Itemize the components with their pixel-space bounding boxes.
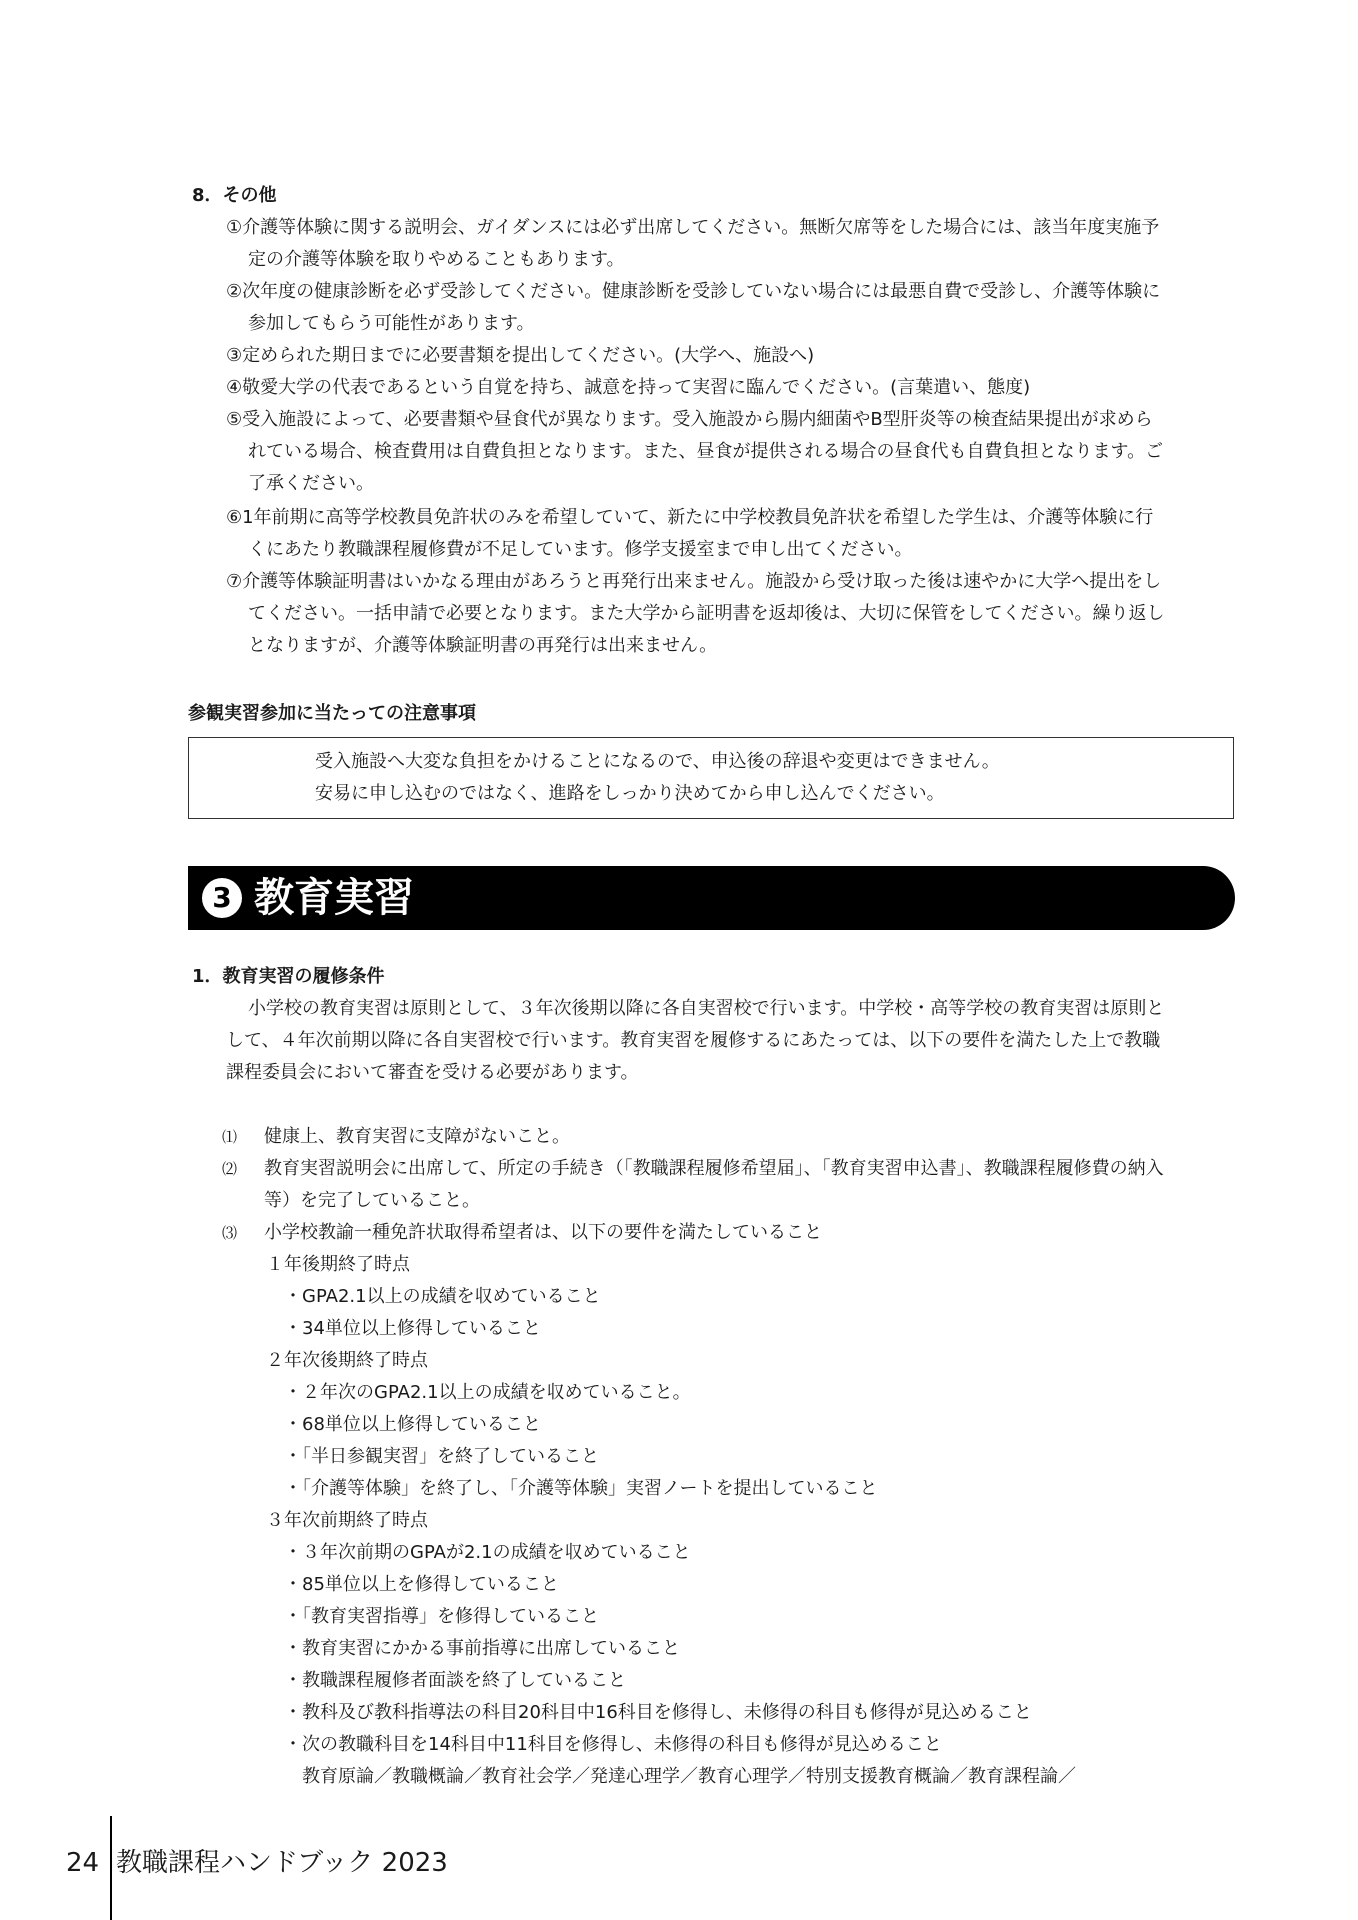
requirement-item: ・「介護等体験」を終了し、「介護等体験」実習ノートを提出していること xyxy=(284,1478,878,1499)
requirement-item: ・教育実習にかかる事前指導に出席していること xyxy=(284,1638,680,1659)
list-item: ③定められた期日までに必要書類を提出してください。(大学へ、施設へ) xyxy=(226,345,815,366)
requirement-item: ・次の教職科目を14科目中11科目を修得し、未修得の科目も修得が見込めること xyxy=(284,1734,942,1755)
requirement-item: ・２年次のGPA2.1以上の成績を収めていること。 xyxy=(284,1382,691,1403)
paragraph-line: 小学校の教育実習は原則として、３年次後期以降に各自実習校で行います。中学校・高等学校の教育実習は原則と xyxy=(248,998,1165,1019)
paragraph-line: 課程委員会において審査を受ける必要があります。 xyxy=(226,1062,639,1083)
list-item: ④敬愛大学の代表であるという自覚を持ち、誠意を持って実習に臨んでください。(言葉遣い、態度) xyxy=(226,377,1031,398)
notice-line: 受入施設へ大変な負担をかけることになるので、申込後の辞退や変更はできません。 xyxy=(315,751,1000,772)
list-item: ⑦介護等体験証明書はいかなる理由があろうと再発行出来ません。施設から受け取った後は速やかに大学へ提出をし xyxy=(226,571,1162,592)
requirement-group-heading: １年後期終了時点 xyxy=(266,1254,410,1275)
section-title: 教育実習 xyxy=(254,875,414,921)
course-list: 教育原論／教職概論／教育社会学／発達心理学／教育心理学／特別支援教育概論／教育課程論／ xyxy=(302,1766,1076,1787)
section-8-heading: 8．その他 xyxy=(192,185,277,206)
notice-line: 安易に申し込むのではなく、進路をしっかり決めてから申し込んでください。 xyxy=(315,783,945,804)
list-item: 定の介護等体験を取りやめることもあります。 xyxy=(248,249,625,270)
requirement-item: ・「半日参観実習」を終了していること xyxy=(284,1446,599,1467)
requirement-item: ・３年次前期のGPAが2.1の成績を収めていること xyxy=(284,1542,691,1563)
condition-text: 教育実習説明会に出席して、所定の手続き（「教職課程履修希望届」、「教育実習申込書」、教職課程履修費の納入 xyxy=(264,1158,1164,1179)
requirement-item: ・34単位以上修得していること xyxy=(284,1318,541,1339)
list-item: となりますが、介護等体験証明書の再発行は出来ません。 xyxy=(248,635,718,656)
paragraph-line: して、４年次前期以降に各自実習校で行います。教育実習を履修するにあたっては、以下の要件を満たした上で教職 xyxy=(226,1030,1161,1051)
condition-text: 等）を完了していること。 xyxy=(264,1190,480,1211)
condition-number: ⑴ xyxy=(222,1128,238,1146)
section-header-bar xyxy=(188,866,1235,930)
list-item: ①介護等体験に関する説明会、ガイダンスには必ず出席してください。無断欠席等をした場合には、該当年度実施予 xyxy=(226,217,1160,238)
condition-number: ⑵ xyxy=(222,1160,238,1178)
requirement-item: ・GPA2.1以上の成績を収めていること xyxy=(284,1286,601,1307)
requirement-item: ・教職課程履修者面談を終了していること xyxy=(284,1670,626,1691)
list-item: ⑥1年前期に高等学校教員免許状のみを希望していて、新たに中学校教員免許状を希望した学生は、介護等体験に行 xyxy=(226,507,1154,528)
section-number-badge: 3 xyxy=(202,878,242,918)
list-item: ②次年度の健康診断を必ず受診してください。健康診断を受診していない場合には最悪自費で受診し、介護等体験に xyxy=(226,281,1161,302)
list-item: 参加してもらう可能性があります。 xyxy=(248,313,535,334)
list-item: くにあたり教職課程履修費が不足しています。修学支援室まで申し出てください。 xyxy=(248,539,913,560)
requirement-item: ・85単位以上を修得していること xyxy=(284,1574,559,1595)
requirement-group-heading: ３年次前期終了時点 xyxy=(266,1510,428,1531)
list-item: ⑤受入施設によって、必要書類や昼食代が異なります。受入施設から腸内細菌やB型肝炎等の検査結果提出が求めら xyxy=(226,409,1153,430)
page-number: 24 xyxy=(66,1848,100,1878)
condition-text: 健康上、教育実習に支障がないこと。 xyxy=(264,1126,570,1147)
requirement-item: ・教科及び教科指導法の科目20科目中16科目を修得し、未修得の科目も修得が見込めること xyxy=(284,1702,1032,1723)
notice-box xyxy=(188,737,1234,819)
footer-divider xyxy=(110,1816,112,1920)
list-item: れている場合、検査費用は自費負担となります。また、昼食が提供される場合の昼食代も自費負担となります。ご xyxy=(248,441,1164,462)
list-item: てください。一括申請で必要となります。また大学から証明書を返却後は、大切に保管をしてください。繰り返し xyxy=(248,603,1165,624)
notice-heading: 参観実習参加に当たっての注意事項 xyxy=(188,703,476,724)
requirement-group-heading: ２年次後期終了時点 xyxy=(266,1350,428,1371)
condition-text: 小学校教諭一種免許状取得希望者は、以下の要件を満たしていること xyxy=(264,1222,822,1243)
subsection-1-heading: 1．教育実習の履修条件 xyxy=(192,966,385,987)
footer-title: 教職課程ハンドブック 2023 xyxy=(116,1848,448,1878)
requirement-item: ・「教育実習指導」を修得していること xyxy=(284,1606,599,1627)
requirement-item: ・68単位以上修得していること xyxy=(284,1414,541,1435)
list-item: 了承ください。 xyxy=(248,473,374,494)
condition-number: ⑶ xyxy=(222,1224,238,1242)
